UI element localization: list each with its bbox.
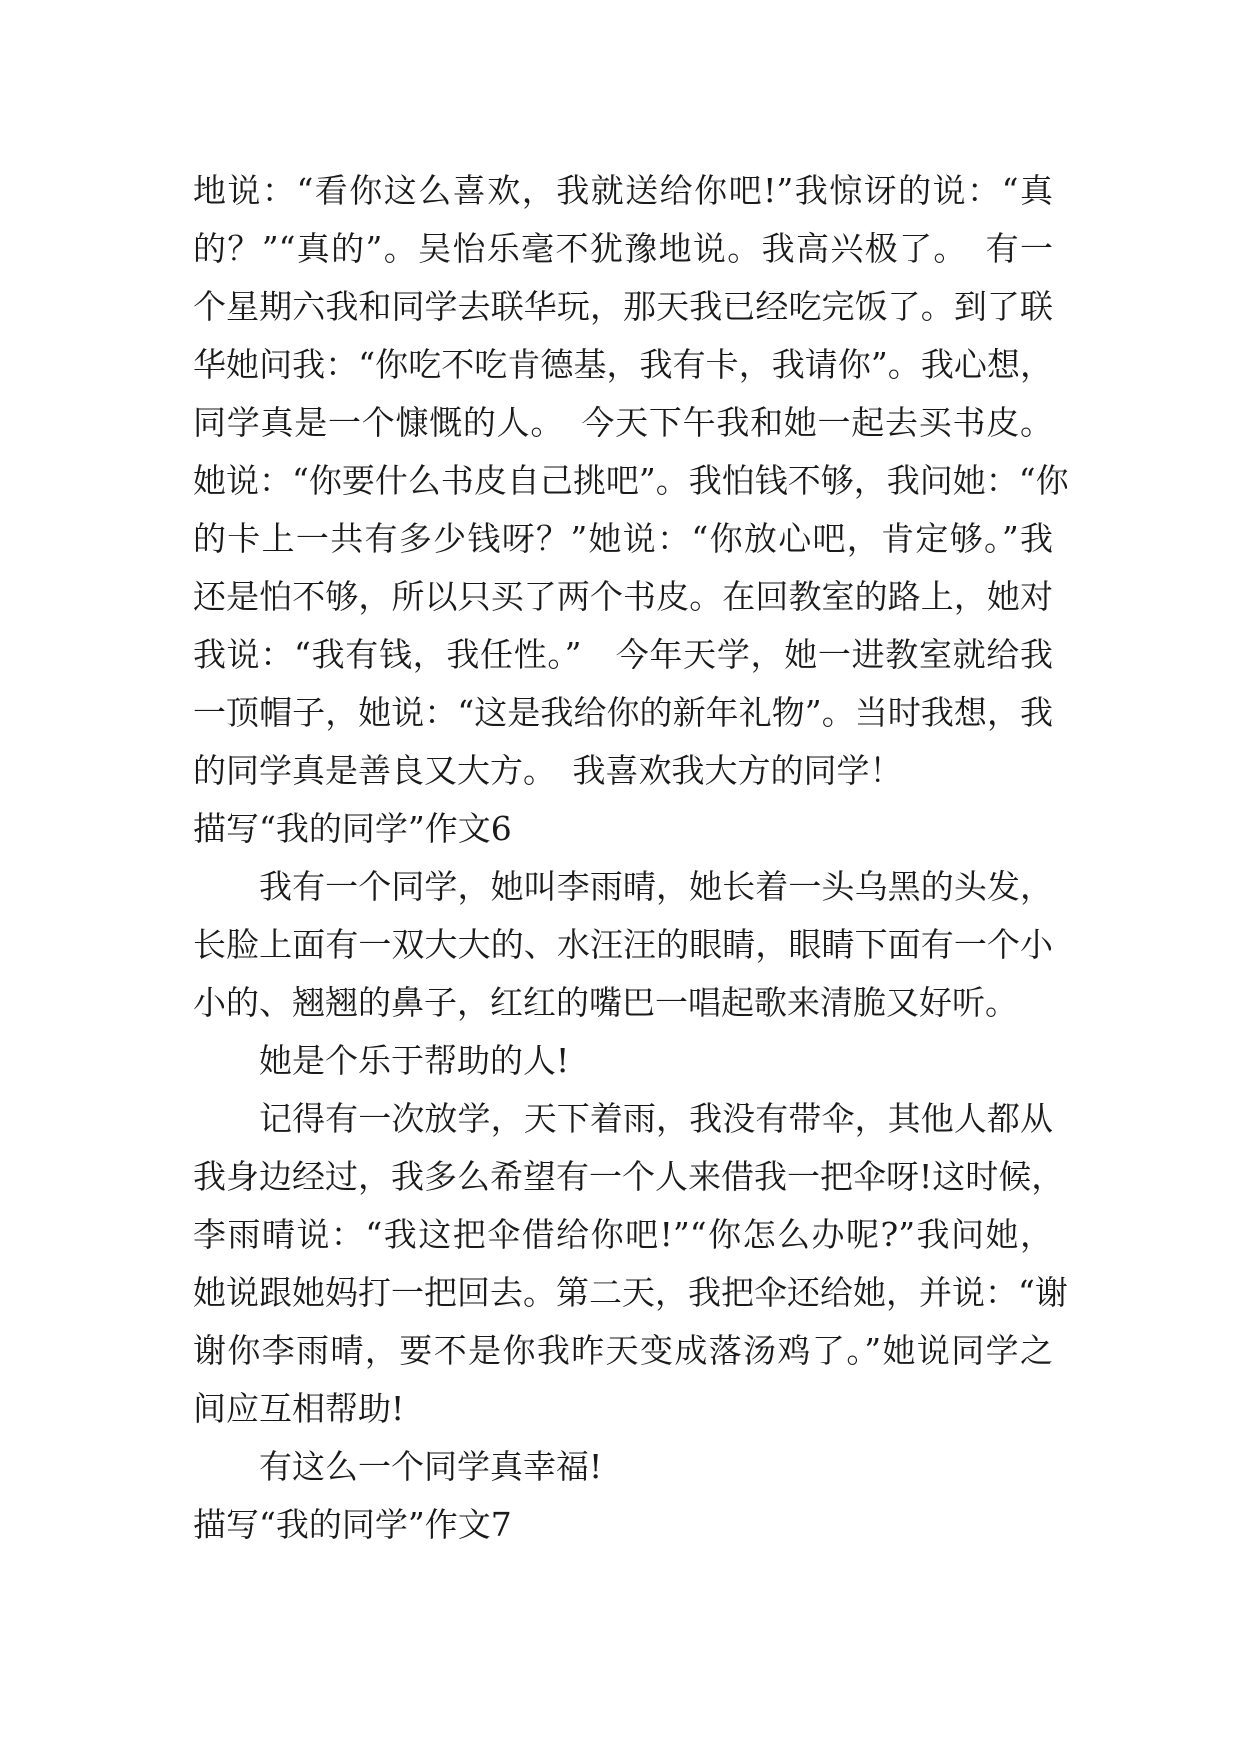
text-line: 一顶帽子，她说：“这是我给你的新年礼物”。当时我想，我 bbox=[193, 693, 1053, 732]
text-line: 地说：“看你这么喜欢，我就送给你吧!”我惊讶的说：“真 bbox=[193, 171, 1053, 210]
text-line: 同学真是一个慷慨的人。 今天下午我和她一起去买书皮。 bbox=[193, 403, 1053, 442]
paragraph-line: 我有一个同学，她叫李雨晴，她长着一头乌黑的头发， bbox=[259, 867, 1053, 906]
text-line: 的？”“真的”。吴怡乐毫不犹豫地说。我高兴极了。 有一 bbox=[193, 229, 1053, 268]
paragraph: 有这么一个同学真幸福! bbox=[259, 1447, 603, 1486]
essay-5-tail bbox=[193, 162, 1069, 800]
paragraph-line: 间应互相帮助! bbox=[193, 1389, 405, 1428]
text-line: 华她问我：“你吃不吃肯德基，我有卡，我请你”。我心想， bbox=[193, 345, 1053, 384]
text-line: 她说：“你要什么书皮自己挑吧”。我怕钱不够，我问她：“你 bbox=[193, 461, 1069, 500]
paragraph-line: 谢你李雨晴，要不是你我昨天变成落汤鸡了。”她说同学之 bbox=[193, 1331, 1053, 1370]
paragraph-line: 她说跟她妈打一把回去。第二天，我把伞还给她，并说：“谢 bbox=[193, 1273, 1068, 1312]
text-line: 我说：“我有钱，我任性。” 今年天学，她一进教室就给我 bbox=[193, 635, 1053, 674]
text-line: 还是怕不够，所以只买了两个书皮。在回教室的路上，她对 bbox=[193, 577, 1053, 616]
paragraph-line: 长脸上面有一双大大的、水汪汪的眼睛，眼睛下面有一个小 bbox=[193, 925, 1053, 964]
paragraph-line: 李雨晴说：“我这把伞借给你吧!”“你怎么办呢?”我问她， bbox=[193, 1215, 1053, 1254]
paragraph: 她是个乐于帮助的人! bbox=[259, 1041, 570, 1080]
text-line: 个星期六我和同学去联华玩，那天我已经吃完饭了。到了联 bbox=[193, 287, 1053, 326]
paragraph-line: 记得有一次放学，天下着雨，我没有带伞，其他人都从 bbox=[259, 1099, 1053, 1138]
essay-6 bbox=[193, 858, 1068, 1496]
essay-6-heading: 描写“我的同学”作文6 bbox=[193, 809, 512, 848]
paragraph-line: 小的、翘翘的鼻子，红红的嘴巴一唱起歌来清脆又好听。 bbox=[193, 983, 1018, 1022]
text-line: 的同学真是善良又大方。 我喜欢我大方的同学！ bbox=[193, 751, 903, 790]
essay-7-heading: 描写“我的同学”作文7 bbox=[193, 1505, 512, 1544]
text-line: 的卡上一共有多少钱呀？”她说：“你放心吧，肯定够。”我 bbox=[193, 519, 1053, 558]
document-body bbox=[193, 162, 1069, 1554]
paragraph-line: 我身边经过，我多么希望有一个人来借我一把伞呀!这时候， bbox=[193, 1157, 1065, 1196]
